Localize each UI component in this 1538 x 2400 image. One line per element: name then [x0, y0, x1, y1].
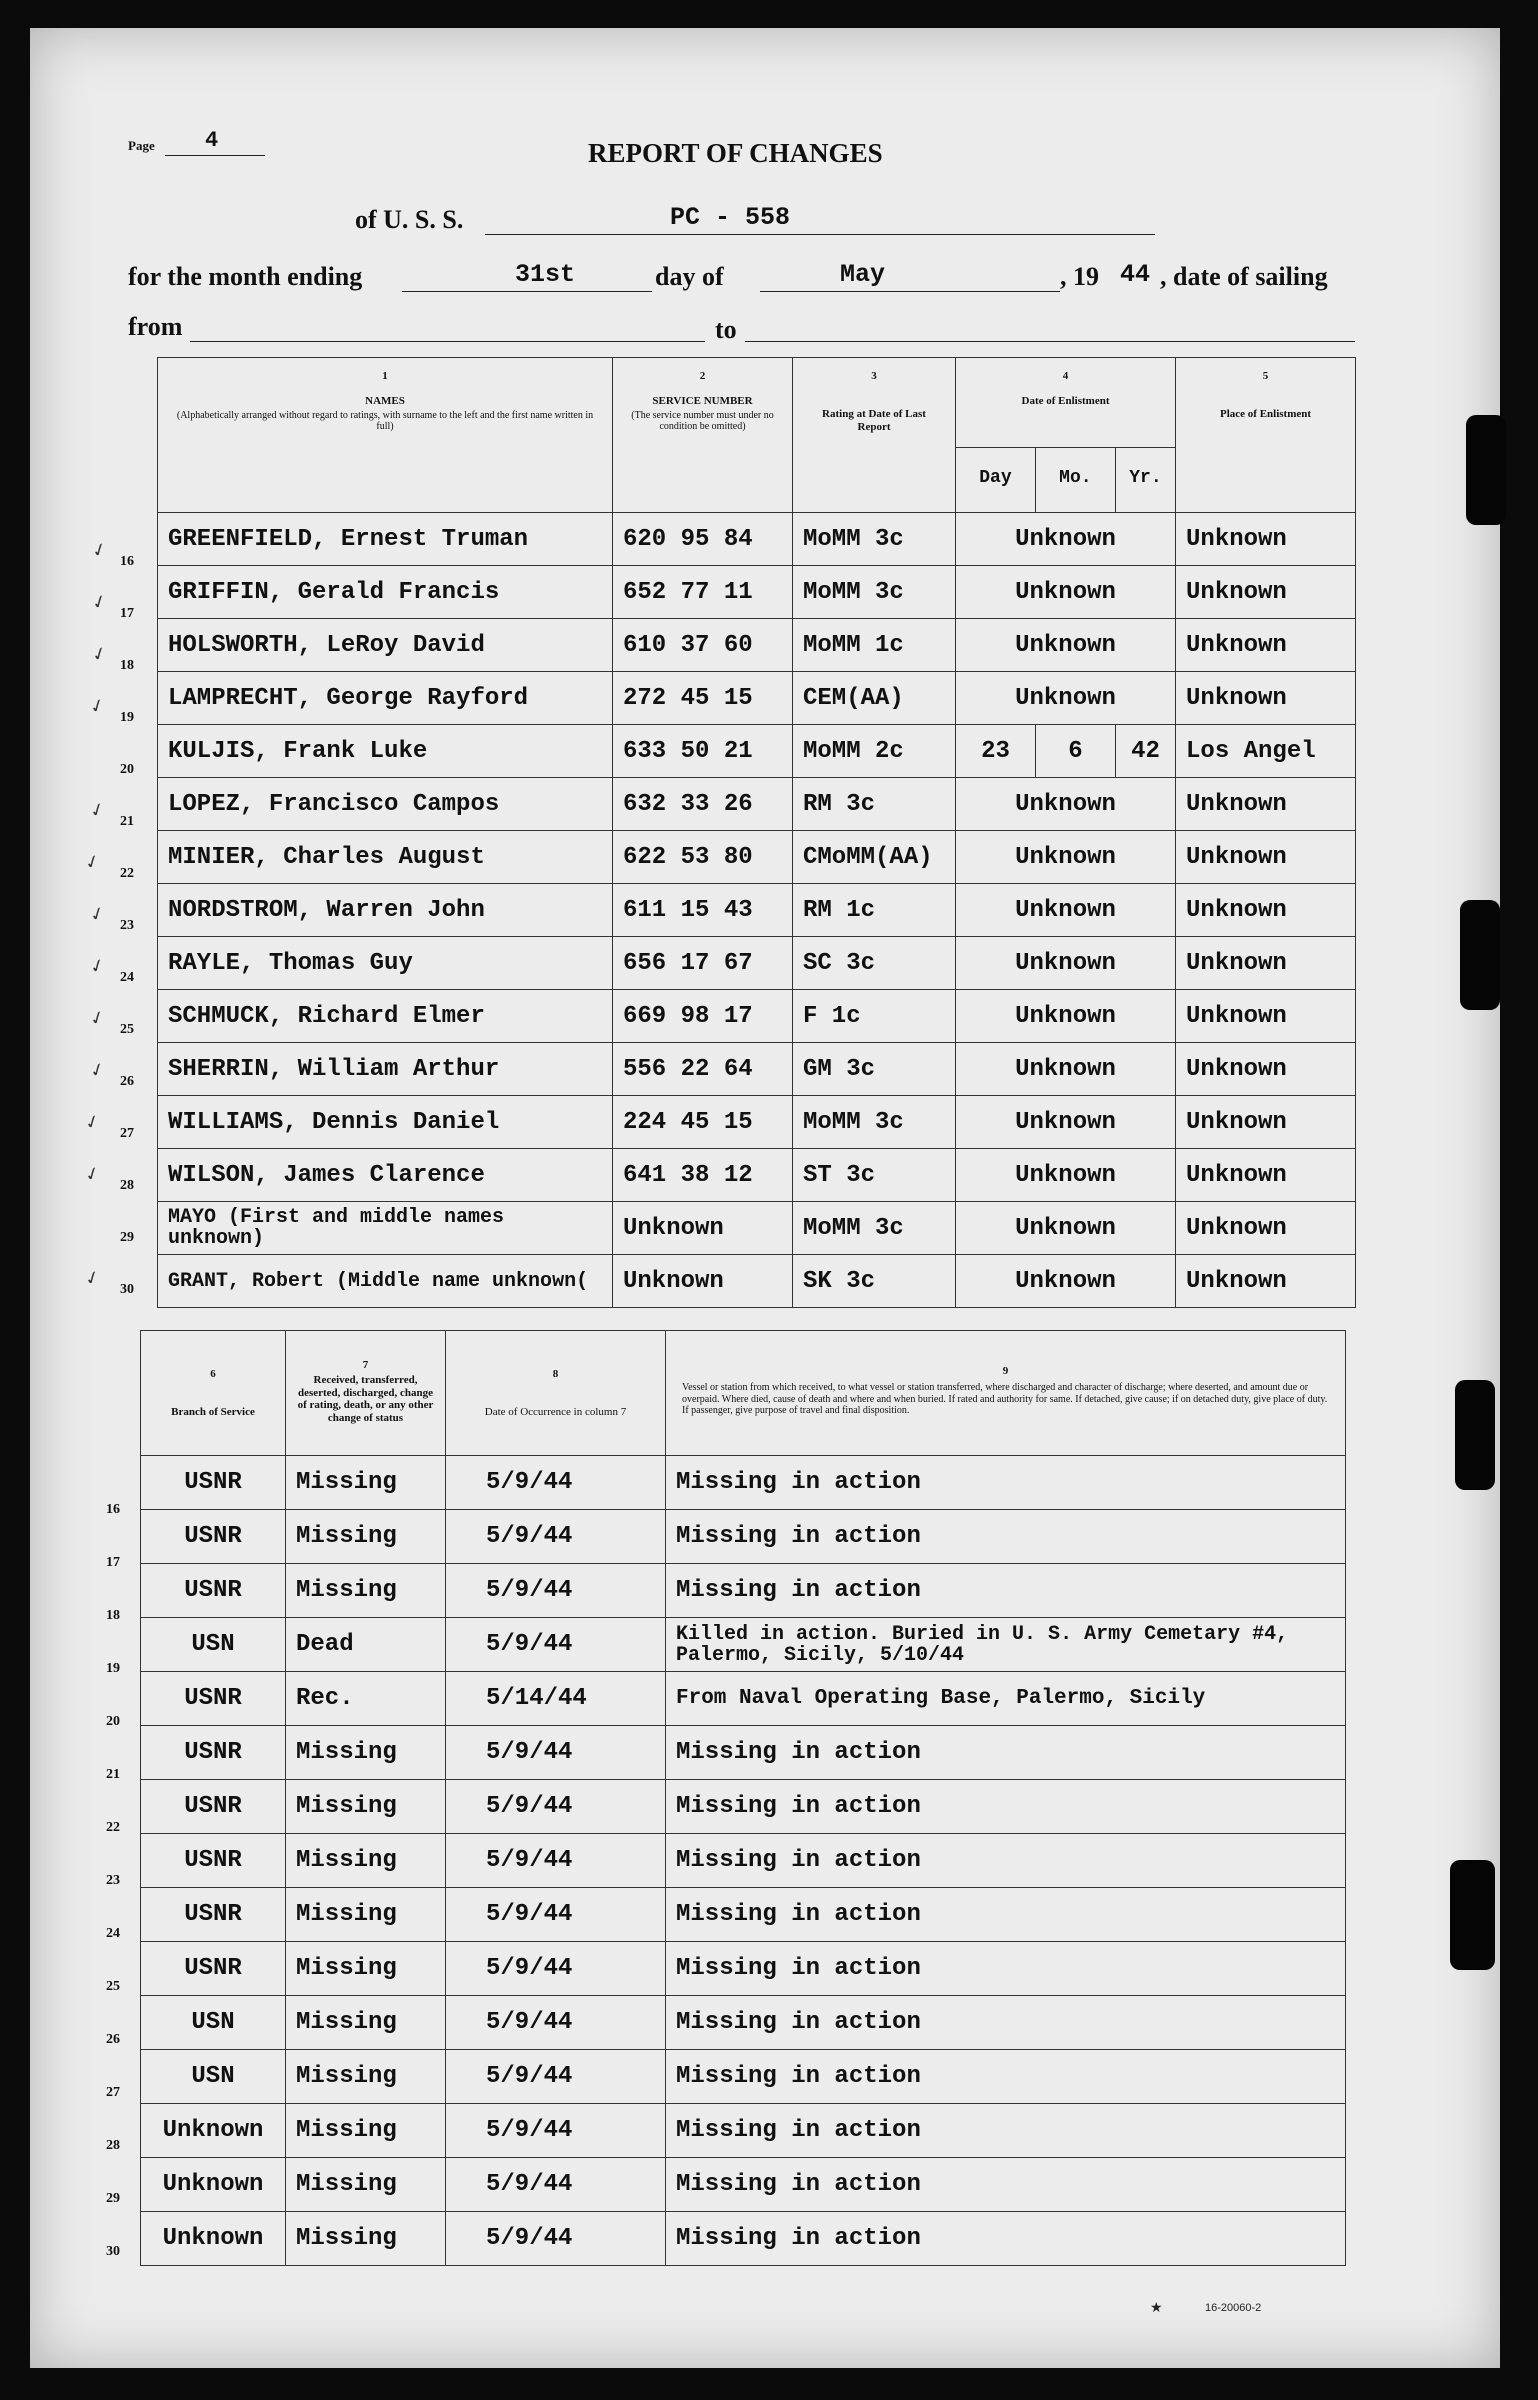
place-cell: Unknown — [1176, 778, 1356, 831]
branch-cell: Unknown — [141, 2104, 286, 2158]
status-change-table — [140, 1330, 1346, 2266]
table-row — [158, 1255, 1356, 1308]
table-row — [158, 1202, 1356, 1255]
enlistment-cell: Unknown — [956, 672, 1176, 725]
ship-name: PC - 558 — [670, 203, 791, 232]
month-line — [760, 291, 1060, 292]
rating-cell: SC 3c — [793, 937, 956, 990]
branch-column-header: 6 Branch of Service — [141, 1331, 286, 1456]
name-cell: GRIFFIN, Gerald Francis — [158, 566, 613, 619]
remarks-cell: Missing in action — [666, 1942, 1346, 1996]
sailing-label: , date of sailing — [1160, 262, 1328, 291]
rating-cell: F 1c — [793, 990, 956, 1043]
table-row — [158, 884, 1356, 937]
check-mark-icon: ✓ — [86, 798, 109, 823]
day-value: 31st — [515, 260, 576, 289]
printer-star-icon: ★ — [1150, 2300, 1163, 2316]
service-number-cell: 632 33 26 — [613, 778, 793, 831]
row-number: 17 — [106, 1555, 120, 1570]
report-title: REPORT OF CHANGES — [588, 138, 883, 168]
place-cell: Unknown — [1176, 513, 1356, 566]
row-number: 30 — [120, 1282, 134, 1297]
table-row — [141, 1618, 1346, 1672]
table-row — [141, 1672, 1346, 1726]
place-cell: Unknown — [1176, 1149, 1356, 1202]
ship-line — [485, 234, 1155, 235]
place-cell: Unknown — [1176, 566, 1356, 619]
from-label: from — [128, 312, 183, 341]
row-number: 16 — [106, 1502, 120, 1517]
name-cell: LAMPRECHT, George Rayford — [158, 672, 613, 725]
date-cell: 5/9/44 — [446, 1996, 666, 2050]
page-line — [165, 155, 265, 156]
table-row — [141, 1456, 1346, 1510]
enlistment-cell: Unknown — [956, 513, 1176, 566]
table-row — [141, 1510, 1346, 1564]
place-cell: Unknown — [1176, 1043, 1356, 1096]
remarks-cell: From Naval Operating Base, Palermo, Sicily — [666, 1672, 1346, 1726]
status-cell: Missing — [286, 1942, 446, 1996]
table-row — [158, 1149, 1356, 1202]
row-number: 27 — [120, 1126, 134, 1141]
check-mark-icon: ✓ — [81, 1266, 104, 1291]
row-number: 30 — [106, 2244, 120, 2259]
check-mark-icon: ✓ — [86, 1006, 109, 1031]
row-number: 23 — [106, 1873, 120, 1888]
rating-cell: MoMM 3c — [793, 1096, 956, 1149]
rating-cell: RM 1c — [793, 884, 956, 937]
service-number-cell: 656 17 67 — [613, 937, 793, 990]
row-number: 28 — [120, 1178, 134, 1193]
table-row — [141, 1564, 1346, 1618]
service-number-cell: 224 45 15 — [613, 1096, 793, 1149]
status-cell: Missing — [286, 1834, 446, 1888]
month-ending-label: for the month ending — [128, 262, 363, 291]
table-row — [158, 725, 1356, 778]
mo-subheader: Mo. — [1036, 448, 1116, 512]
rating-cell: MoMM 2c — [793, 725, 956, 778]
page-label: Page — [128, 138, 155, 153]
table-row — [158, 1043, 1356, 1096]
status-column-header: 7 Received, transferred, deserted, discharged, change of rating, death, or any other change of status — [286, 1331, 446, 1456]
remarks-cell: Missing in action — [666, 1726, 1346, 1780]
rating-cell: CEM(AA) — [793, 672, 956, 725]
year-prefix: , 19 — [1060, 262, 1099, 291]
row-number: 20 — [106, 1714, 120, 1729]
status-cell: Missing — [286, 1888, 446, 1942]
check-mark-icon: ✓ — [86, 954, 109, 979]
service-number-cell: 556 22 64 — [613, 1043, 793, 1096]
table-row — [158, 990, 1356, 1043]
row-number: 24 — [106, 1926, 120, 1941]
enlistment-cell: Unknown — [956, 937, 1176, 990]
rating-cell: RM 3c — [793, 778, 956, 831]
name-cell: GRANT, Robert (Middle name unknown( — [158, 1255, 613, 1308]
date-cell: 5/9/44 — [446, 1510, 666, 1564]
day-line — [402, 291, 652, 292]
enlist-month-cell: 6 — [1036, 725, 1116, 778]
place-cell: Unknown — [1176, 937, 1356, 990]
service-number-cell: Unknown — [613, 1255, 793, 1308]
branch-cell: USNR — [141, 1726, 286, 1780]
table-row — [158, 1096, 1356, 1149]
status-cell: Missing — [286, 2104, 446, 2158]
date-cell: 5/9/44 — [446, 2158, 666, 2212]
place-column-header: 5 Place of Enlistment — [1176, 358, 1356, 513]
branch-cell: USNR — [141, 1510, 286, 1564]
remarks-cell: Missing in action — [666, 1996, 1346, 2050]
check-mark-icon: ✓ — [86, 694, 109, 719]
name-cell: WILSON, James Clarence — [158, 1149, 613, 1202]
date-cell: 5/9/44 — [446, 1456, 666, 1510]
service-number-cell: 620 95 84 — [613, 513, 793, 566]
branch-cell: USN — [141, 1996, 286, 2050]
rating-cell: MoMM 3c — [793, 513, 956, 566]
row-number: 28 — [106, 2138, 120, 2153]
remarks-cell: Missing in action — [666, 1564, 1346, 1618]
date-cell: 5/14/44 — [446, 1672, 666, 1726]
name-cell: HOLSWORTH, LeRoy David — [158, 619, 613, 672]
binder-tab — [1466, 415, 1506, 525]
name-cell: WILLIAMS, Dennis Daniel — [158, 1096, 613, 1149]
table-row — [158, 566, 1356, 619]
name-cell: RAYLE, Thomas Guy — [158, 937, 613, 990]
rating-cell: MoMM 3c — [793, 566, 956, 619]
status-cell: Missing — [286, 1564, 446, 1618]
date-cell: 5/9/44 — [446, 1726, 666, 1780]
name-cell: SCHMUCK, Richard Elmer — [158, 990, 613, 1043]
date-cell: 5/9/44 — [446, 2212, 666, 2266]
row-number: 26 — [106, 2032, 120, 2047]
row-number: 18 — [106, 1608, 120, 1623]
table-row — [141, 2158, 1346, 2212]
place-cell: Unknown — [1176, 619, 1356, 672]
table-row — [158, 831, 1356, 884]
year-suffix: 44 — [1120, 260, 1151, 289]
row-number: 27 — [106, 2085, 120, 2100]
page-number: 4 — [205, 128, 219, 153]
enlistment-cell: Unknown — [956, 1043, 1176, 1096]
row-number: 16 — [120, 554, 134, 569]
table-row — [141, 1726, 1346, 1780]
enlist-year-cell: 42 — [1116, 725, 1176, 778]
enlistment-cell: Unknown — [956, 884, 1176, 937]
branch-cell: USN — [141, 2050, 286, 2104]
row-number: 19 — [120, 710, 134, 725]
to-line — [745, 341, 1355, 342]
service-number-cell: Unknown — [613, 1202, 793, 1255]
date-cell: 5/9/44 — [446, 2050, 666, 2104]
to-label: to — [715, 315, 737, 344]
date-cell: 5/9/44 — [446, 1618, 666, 1672]
branch-cell: USNR — [141, 1888, 286, 1942]
table-row — [158, 672, 1356, 725]
enlistment-cell: Unknown — [956, 990, 1176, 1043]
name-cell: MINIER, Charles August — [158, 831, 613, 884]
check-mark-icon: ✓ — [81, 1162, 104, 1187]
date-cell: 5/9/44 — [446, 1564, 666, 1618]
enlistment-cell: Unknown — [956, 1096, 1176, 1149]
service-number-cell: 272 45 15 — [613, 672, 793, 725]
enlist-day-cell: 23 — [956, 725, 1036, 778]
branch-cell: Unknown — [141, 2158, 286, 2212]
names-column-header: 1 NAMES (Alphabetically arranged without regard to ratings, with surname to the left and the first name written in full) — [158, 358, 613, 513]
remarks-cell: Missing in action — [666, 2104, 1346, 2158]
table-row — [141, 1834, 1346, 1888]
row-number: 18 — [120, 658, 134, 673]
place-cell: Unknown — [1176, 672, 1356, 725]
status-cell: Missing — [286, 1780, 446, 1834]
name-cell: MAYO (First and middle names unknown) — [158, 1202, 613, 1255]
place-cell: Unknown — [1176, 1202, 1356, 1255]
enlistment-cell: Unknown — [956, 1202, 1176, 1255]
row-number: 29 — [120, 1230, 134, 1245]
status-cell: Missing — [286, 1726, 446, 1780]
row-number: 21 — [106, 1767, 120, 1782]
service-number-column-header: 2 SERVICE NUMBER (The service number must under no condition be omitted) — [613, 358, 793, 513]
service-number-cell: 610 37 60 — [613, 619, 793, 672]
table-row — [141, 1942, 1346, 1996]
place-cell: Unknown — [1176, 1255, 1356, 1308]
status-cell: Missing — [286, 2050, 446, 2104]
date-cell: 5/9/44 — [446, 1780, 666, 1834]
rating-cell: CMoMM(AA) — [793, 831, 956, 884]
rating-cell: ST 3c — [793, 1149, 956, 1202]
branch-cell: USNR — [141, 1834, 286, 1888]
from-line — [190, 341, 705, 342]
binder-tab — [1450, 1860, 1495, 1970]
row-number: 23 — [120, 918, 134, 933]
row-number: 22 — [106, 1820, 120, 1835]
service-number-cell: 611 15 43 — [613, 884, 793, 937]
date-cell: 5/9/44 — [446, 2104, 666, 2158]
branch-cell: USNR — [141, 1942, 286, 1996]
row-number: 25 — [120, 1022, 134, 1037]
check-mark-icon: ✓ — [81, 850, 104, 875]
place-cell: Los Angel — [1176, 725, 1356, 778]
status-cell: Dead — [286, 1618, 446, 1672]
row-number: 19 — [106, 1661, 120, 1676]
enlistment-cell: Unknown — [956, 1149, 1176, 1202]
service-number-cell: 641 38 12 — [613, 1149, 793, 1202]
service-number-cell: 633 50 21 — [613, 725, 793, 778]
check-mark-icon: ✓ — [88, 538, 111, 563]
name-cell: LOPEZ, Francisco Campos — [158, 778, 613, 831]
table-row — [141, 2212, 1346, 2266]
row-number: 25 — [106, 1979, 120, 1994]
date-cell: 5/9/44 — [446, 1888, 666, 1942]
row-number: 26 — [120, 1074, 134, 1089]
remarks-cell: Missing in action — [666, 1888, 1346, 1942]
branch-cell: USNR — [141, 1672, 286, 1726]
table-row — [141, 2104, 1346, 2158]
date-cell: 5/9/44 — [446, 1834, 666, 1888]
check-mark-icon: ✓ — [86, 902, 109, 927]
day-of-label: day of — [655, 262, 724, 291]
service-number-cell: 669 98 17 — [613, 990, 793, 1043]
branch-cell: USNR — [141, 1456, 286, 1510]
binder-tab — [1455, 1380, 1495, 1490]
status-cell: Missing — [286, 1996, 446, 2050]
table-row — [158, 937, 1356, 990]
place-cell: Unknown — [1176, 831, 1356, 884]
table-row — [141, 1888, 1346, 1942]
enlistment-cell: Unknown — [956, 831, 1176, 884]
row-number: 22 — [120, 866, 134, 881]
check-mark-icon: ✓ — [81, 1110, 104, 1135]
place-cell: Unknown — [1176, 990, 1356, 1043]
status-cell: Missing — [286, 2212, 446, 2266]
status-cell: Missing — [286, 1510, 446, 1564]
binder-tab — [1460, 900, 1500, 1010]
date-cell: 5/9/44 — [446, 1942, 666, 1996]
remarks-cell: Missing in action — [666, 1780, 1346, 1834]
place-cell: Unknown — [1176, 884, 1356, 937]
enlistment-cell: Unknown — [956, 1255, 1176, 1308]
service-number-cell: 622 53 80 — [613, 831, 793, 884]
status-cell: Rec. — [286, 1672, 446, 1726]
remarks-cell: Missing in action — [666, 2158, 1346, 2212]
remarks-cell: Missing in action — [666, 2212, 1346, 2266]
remarks-cell: Missing in action — [666, 1834, 1346, 1888]
row-number: 24 — [120, 970, 134, 985]
branch-cell: Unknown — [141, 2212, 286, 2266]
place-cell: Unknown — [1176, 1096, 1356, 1149]
table-row — [141, 1780, 1346, 1834]
rating-cell: SK 3c — [793, 1255, 956, 1308]
check-mark-icon: ✓ — [86, 1058, 109, 1083]
rating-cell: GM 3c — [793, 1043, 956, 1096]
name-cell: SHERRIN, William Arthur — [158, 1043, 613, 1096]
table-row — [158, 513, 1356, 566]
remarks-column-header: 9 Vessel or station from which received, to what vessel or station transferred, where discharged and character of discharge; where deserted, and amount due or overpaid. Where died, cause of death and where and when buried. If rated and authority for same. If detached, give cause; if on detached duty, give place of duty. If passenger, give purpose of travel and final disposition. — [666, 1331, 1346, 1456]
table-row — [141, 2050, 1346, 2104]
row-number: 17 — [120, 606, 134, 621]
enlistment-cell: Unknown — [956, 619, 1176, 672]
status-cell: Missing — [286, 2158, 446, 2212]
of-uss-label: of U. S. S. — [355, 205, 464, 234]
check-mark-icon: ✓ — [88, 590, 111, 615]
branch-cell: USNR — [141, 1564, 286, 1618]
branch-cell: USN — [141, 1618, 286, 1672]
remarks-cell: Missing in action — [666, 1510, 1346, 1564]
rating-cell: MoMM 3c — [793, 1202, 956, 1255]
enlistment-cell: Unknown — [956, 778, 1176, 831]
row-number: 29 — [106, 2191, 120, 2206]
row-number: 21 — [120, 814, 134, 829]
printer-mark: 16-20060-2 — [1205, 2302, 1262, 2314]
table-row — [141, 1996, 1346, 2050]
personnel-table — [157, 357, 1356, 1308]
yr-subheader: Yr. — [1129, 468, 1162, 488]
status-cell: Missing — [286, 1456, 446, 1510]
remarks-cell: Killed in action. Buried in U. S. Army Cemetary #4, Palermo, Sicily, 5/10/44 — [666, 1618, 1346, 1672]
remarks-cell: Missing in action — [666, 2050, 1346, 2104]
branch-cell: USNR — [141, 1780, 286, 1834]
name-cell: NORDSTROM, Warren John — [158, 884, 613, 937]
enlistment-date-header: 4 Date of Enlistment Day Mo. Yr. — [956, 358, 1176, 513]
table-row — [158, 619, 1356, 672]
date-column-header: 8 Date of Occurrence in column 7 — [446, 1331, 666, 1456]
enlistment-cell: Unknown — [956, 566, 1176, 619]
month-value: May — [840, 260, 886, 289]
name-cell: KULJIS, Frank Luke — [158, 725, 613, 778]
name-cell: GREENFIELD, Ernest Truman — [158, 513, 613, 566]
remarks-cell: Missing in action — [666, 1456, 1346, 1510]
row-number: 20 — [120, 762, 134, 777]
table-row — [158, 778, 1356, 831]
rating-column-header: 3 Rating at Date of Last Report — [793, 358, 956, 513]
rating-cell: MoMM 1c — [793, 619, 956, 672]
check-mark-icon: ✓ — [88, 642, 111, 667]
service-number-cell: 652 77 11 — [613, 566, 793, 619]
day-subheader: Day — [956, 448, 1036, 512]
